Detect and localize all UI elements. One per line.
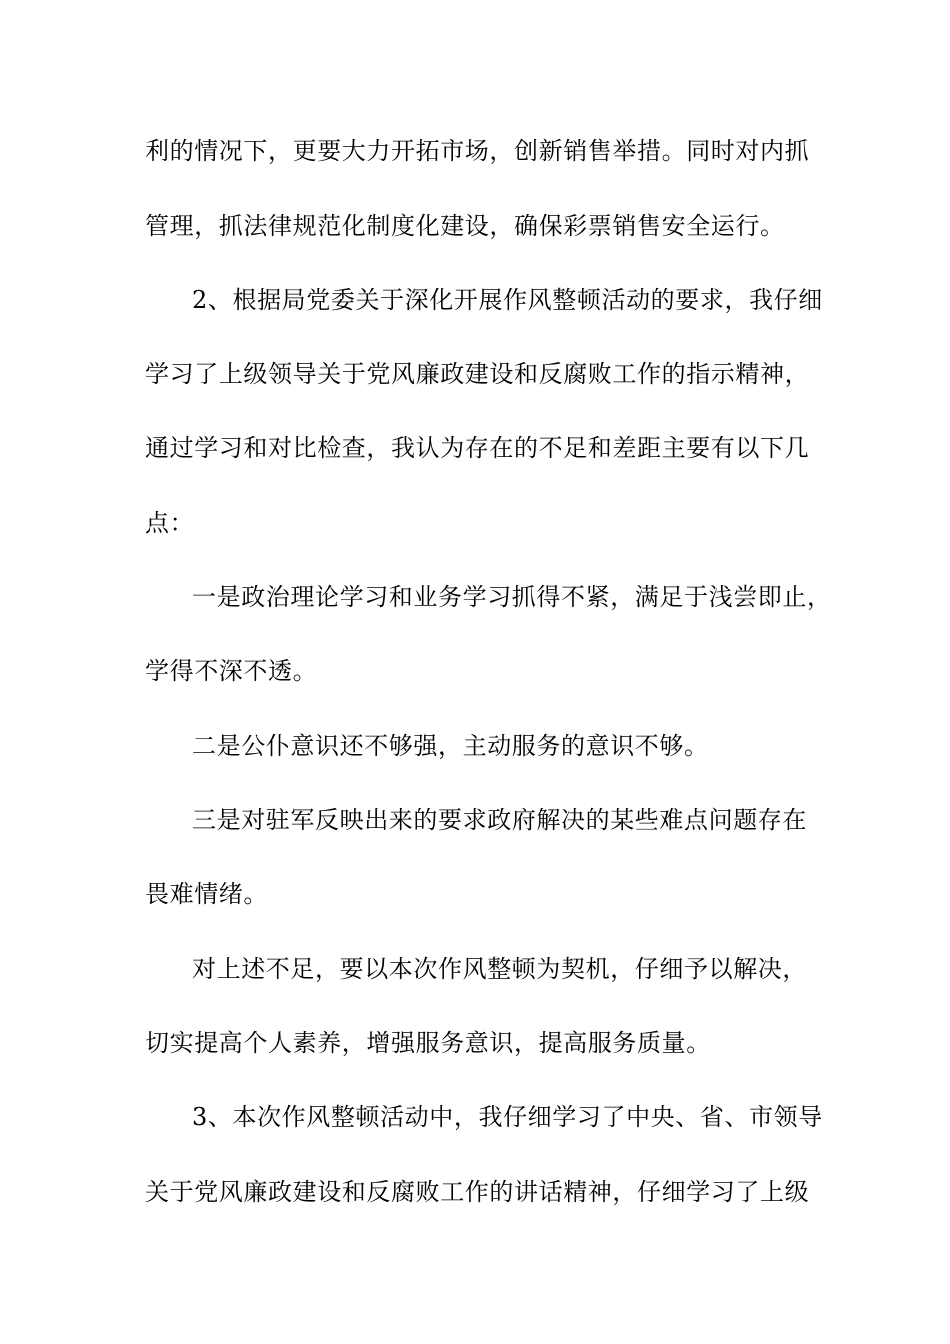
text-line: 点： bbox=[145, 509, 195, 537]
text-line: 管理，抓法律规范化制度化建设，确保彩票销售安全运行。 bbox=[145, 212, 785, 240]
text-line: 切实提高个人素养，增强服务意识，提高服务质量。 bbox=[145, 1029, 711, 1057]
paragraph-start: 2、根据局党委关于深化开展作风整顿活动的要求，我仔细 bbox=[192, 286, 823, 314]
paragraph-start: 一是政治理论学习和业务学习抓得不紧，满足于浅尝即止， bbox=[192, 583, 832, 611]
paragraph-start: 二是公仆意识还不够强，主动服务的意识不够。 bbox=[192, 732, 709, 760]
paragraph-start: 对上述不足，要以本次作风整顿为契机，仔细予以解决， bbox=[192, 955, 807, 983]
text-line: 利的情况下，更要大力开拓市场，创新销售举措。同时对内抓 bbox=[145, 137, 810, 165]
text-line: 关于党风廉政建设和反腐败工作的讲话精神，仔细学习了上级 bbox=[145, 1178, 810, 1206]
text-line: 学得不深不透。 bbox=[145, 657, 318, 685]
text-line: 通过学习和对比检查，我认为存在的不足和差距主要有以下几 bbox=[145, 434, 810, 462]
paragraph-start: 三是对驻军反映出来的要求政府解决的某些难点问题存在 bbox=[192, 806, 807, 834]
paragraph-start: 3、本次作风整顿活动中，我仔细学习了中央、省、市领导 bbox=[192, 1103, 823, 1131]
text-line: 畏难情绪。 bbox=[145, 880, 268, 908]
text-line: 学习了上级领导关于党风廉政建设和反腐败工作的指示精神， bbox=[145, 360, 810, 388]
